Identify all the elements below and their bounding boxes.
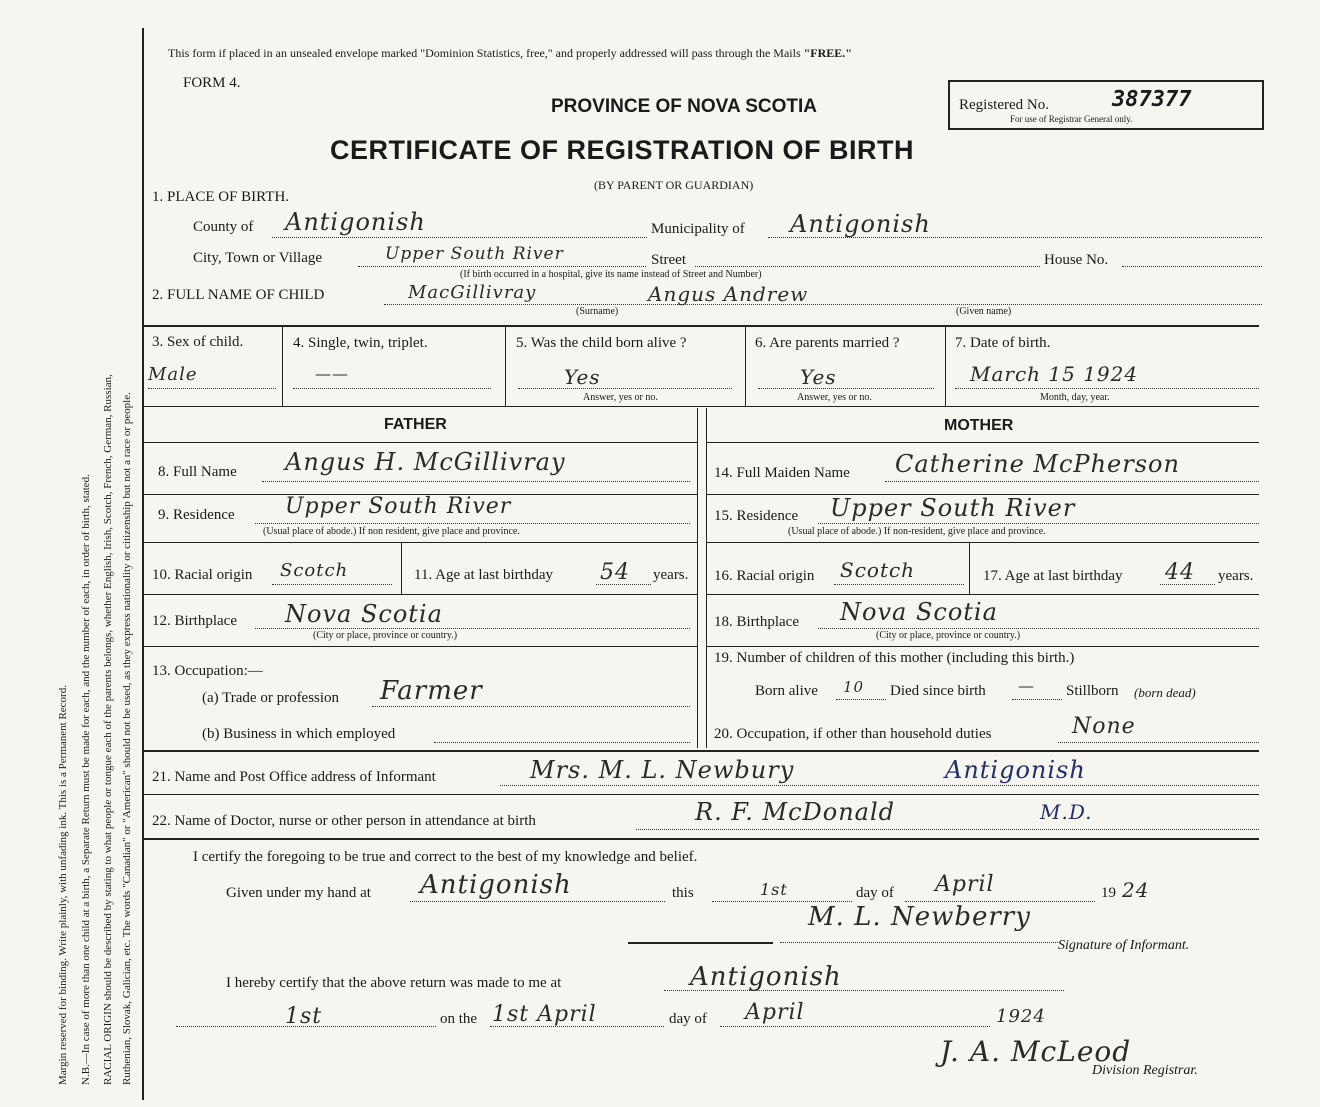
mother-row-line-3	[706, 594, 1259, 595]
registrar-month-value: April	[745, 1000, 805, 1025]
mother-residence-line	[818, 523, 1259, 524]
given-place-line	[410, 901, 665, 902]
row3-top-border	[143, 325, 1259, 327]
municipality-value: Antigonish	[790, 210, 931, 238]
father-row-line-3	[143, 594, 697, 595]
registrar-statement: I hereby certify that the above return was made to me at	[226, 975, 562, 991]
dob-label: 7. Date of birth.	[955, 335, 1051, 351]
certify-statement: I certify the foregoing to be true and correct to the best of my knowledge and belief.	[193, 849, 698, 865]
mother-residence-label: 15. Residence	[714, 508, 799, 524]
mother-row-line-4	[706, 646, 1259, 647]
informant-signature-dots	[780, 942, 1060, 943]
father-trade-label: (a) Trade or profession	[202, 690, 340, 706]
sex-label: 3. Sex of child.	[152, 334, 244, 350]
mother-name-label: 14. Full Maiden Name	[714, 465, 850, 481]
place-of-birth-heading: 1. PLACE OF BIRTH.	[152, 189, 290, 205]
father-birthplace-value: Nova Scotia	[285, 600, 443, 628]
child-given-name: Angus Andrew	[648, 282, 809, 306]
died-label: Died since birth	[890, 683, 986, 699]
mother-age-value: 44	[1165, 560, 1195, 585]
doctor-line	[636, 829, 1259, 830]
given-name-note: (Given name)	[956, 306, 1012, 317]
doctor-top-line	[143, 794, 1259, 795]
father-birthplace-line	[255, 628, 690, 629]
given-year-value: 24	[1122, 878, 1150, 902]
dob-value: March 15 1924	[970, 362, 1139, 386]
doctor-value: R. F. McDonald	[695, 798, 896, 826]
informant-signature-line	[628, 942, 773, 944]
child-name-label: 2. FULL NAME OF CHILD	[152, 287, 325, 303]
registrar-on-the-label: on the	[440, 1011, 478, 1027]
mother-residence-note: (Usual place of abode.) If non-resident, give place and province.	[788, 526, 1046, 537]
stillborn-label: Stillborn	[1066, 683, 1119, 699]
registrar-signature: J. A. McLeod	[940, 1035, 1132, 1068]
given-place-value: Antigonish	[420, 870, 572, 900]
mother-children-label: 19. Number of children of this mother (including this birth.)	[714, 650, 1075, 666]
given-year-prefix: 19	[1101, 885, 1116, 901]
municipality-label: Municipality of	[651, 221, 745, 237]
born-alive-line	[836, 699, 886, 700]
died-value: —	[1018, 676, 1035, 695]
born-alive-label: Born alive	[755, 683, 818, 699]
alive-value: Yes	[564, 365, 601, 389]
born-alive-value: 10	[843, 678, 865, 696]
father-birthplace-note: (City or place, province or country.)	[313, 630, 458, 641]
father-name-value: Angus H. McGillivray	[285, 448, 566, 476]
parents-header-line-right	[706, 442, 1259, 443]
registrar-left-value: 1st	[285, 1004, 323, 1029]
mail-note-text: This form if placed in an unsealed envelope marked "Dominion Statistics, free," and properly addressed will pass through the Mails	[168, 46, 804, 60]
father-racial-divider	[401, 543, 402, 594]
mail-note	[168, 46, 852, 61]
registrar-month-line	[720, 1026, 990, 1027]
mother-racial-divider	[969, 543, 970, 594]
married-answer-note: Answer, yes or no.	[797, 392, 872, 403]
child-surname: MacGillivray	[408, 282, 537, 303]
parents-header-line-left	[143, 442, 697, 443]
given-this-label: this	[672, 885, 694, 901]
father-age-unit: years.	[653, 567, 689, 583]
row3-bottom-border	[143, 406, 1259, 407]
dob-line	[955, 388, 1259, 389]
mother-age-label: 17. Age at last birthday	[983, 568, 1123, 584]
given-label: Given under my hand at	[226, 885, 371, 901]
father-racial-value: Scotch	[280, 560, 349, 581]
informant-label: 21. Name and Post Office address of Informant	[152, 769, 436, 785]
margin-border	[142, 28, 144, 1100]
mother-name-line	[885, 481, 1259, 482]
mother-racial-value: Scotch	[840, 558, 916, 582]
certificate-subtitle: (BY PARENT OR GUARDIAN)	[594, 178, 754, 192]
father-birthplace-label: 12. Birthplace	[152, 613, 237, 629]
registered-box	[948, 80, 1264, 130]
city-value: Upper South River	[385, 244, 564, 264]
street-line	[695, 266, 1040, 267]
parents-center-line-b	[706, 408, 707, 748]
father-trade-value: Farmer	[380, 676, 483, 706]
surname-note: (Surname)	[576, 306, 619, 317]
informant-signature-label: Signature of Informant.	[1058, 938, 1190, 953]
mother-racial-label: 16. Racial origin	[714, 568, 815, 584]
married-line	[758, 388, 934, 389]
margin-note-binding: Margin reserved for binding. Write plainly, with unfading ink. This is a Permanent Record.	[57, 685, 69, 1085]
certificate-title: CERTIFICATE OF REGISTRATION OF BIRTH	[330, 135, 914, 165]
informant-line	[500, 785, 1259, 786]
given-day-of-label: day of	[856, 885, 894, 901]
died-line	[1012, 699, 1062, 700]
father-business-line	[434, 742, 690, 743]
doctor-suffix: M.D.	[1040, 800, 1093, 824]
mother-heading: MOTHER	[944, 417, 1014, 434]
registrar-day-of-label: day of	[669, 1011, 707, 1027]
single-line	[293, 388, 491, 389]
informant-address: Antigonish	[945, 756, 1086, 784]
single-label: 4. Single, twin, triplet.	[293, 335, 428, 351]
child-name-line	[384, 304, 1262, 305]
father-heading: FATHER	[384, 416, 447, 433]
father-trade-line	[372, 706, 690, 707]
married-value: Yes	[800, 365, 837, 389]
doctor-bottom-line	[143, 838, 1259, 840]
city-line	[358, 266, 646, 267]
single-value: ——	[315, 364, 349, 383]
county-value: Antigonish	[285, 208, 426, 236]
registrar-year-value: 1924	[996, 1006, 1046, 1027]
alive-line	[518, 388, 732, 389]
father-row-line-4	[143, 646, 697, 647]
mother-age-unit: years.	[1218, 568, 1254, 584]
row3-divider-4	[945, 326, 946, 406]
father-occupation-label: 13. Occupation:—	[152, 663, 263, 679]
province-heading: PROVINCE OF NOVA SCOTIA	[551, 96, 818, 117]
row3-divider-3	[745, 326, 746, 406]
father-residence-line	[255, 523, 690, 524]
registrar-place-value: Antigonish	[690, 962, 842, 992]
given-day-value: 1st	[760, 880, 788, 899]
father-business-label: (b) Business in which employed	[202, 726, 396, 742]
doctor-label: 22. Name of Doctor, nurse or other person in attendance at birth	[152, 813, 536, 829]
father-age-label: 11. Age at last birthday	[414, 567, 553, 583]
father-racial-label: 10. Racial origin	[152, 567, 253, 583]
mother-racial-line	[834, 584, 964, 585]
mother-name-value: Catherine McPherson	[895, 450, 1180, 478]
house-label: House No.	[1044, 252, 1109, 268]
registered-label: Registered No.	[959, 97, 1049, 113]
registrar-title: Division Registrar.	[1092, 1063, 1198, 1078]
stillborn-note: (born dead)	[1134, 685, 1196, 700]
mother-row-line-2	[706, 542, 1259, 543]
informant-signature: M. L. Newberry	[808, 902, 1031, 932]
mother-occupation-value: None	[1072, 714, 1136, 739]
mother-occupation-label: 20. Occupation, if other than household duties	[714, 726, 992, 742]
house-line	[1122, 266, 1262, 267]
informant-name: Mrs. M. L. Newbury	[530, 756, 795, 784]
father-residence-label: 9. Residence	[158, 507, 235, 523]
margin-note-multiple-births: N.B.—In case of more than one child at a birth, a Separate Return must be made for each, and the number of each, in order of birth, stated.	[80, 474, 92, 1085]
mother-birthplace-line	[818, 628, 1259, 629]
county-line	[272, 237, 647, 238]
mother-birthplace-label: 18. Birthplace	[714, 614, 799, 630]
form-number: FORM 4.	[183, 75, 241, 91]
sex-value: Male	[148, 364, 198, 385]
father-residence-value: Upper South River	[285, 494, 512, 519]
father-age-value: 54	[600, 560, 630, 585]
alive-answer-note: Answer, yes or no.	[583, 392, 658, 403]
parents-center-line-a	[697, 408, 698, 748]
sex-line	[148, 388, 276, 389]
mother-residence-value: Upper South River	[830, 494, 1076, 522]
alive-label: 5. Was the child born alive ?	[516, 335, 687, 351]
registrar-on-value: 1st April	[492, 1002, 597, 1027]
father-racial-line	[272, 584, 392, 585]
father-name-line	[262, 481, 690, 482]
married-label: 6. Are parents married ?	[755, 335, 900, 351]
mother-birthplace-note: (City or place, province or country.)	[876, 630, 1021, 641]
father-name-label: 8. Full Name	[158, 464, 237, 480]
street-label: Street	[651, 252, 686, 268]
row3-divider-2	[505, 326, 506, 406]
mother-occupation-line	[1058, 742, 1259, 743]
hospital-note: (If birth occurred in a hospital, give its name instead of Street and Number)	[460, 269, 762, 280]
row3-divider-1	[282, 326, 283, 406]
father-row-line-2	[143, 542, 697, 543]
margin-note-racial-origin-cont: Ruthenian, Slovak, Galician, etc. The words "Canadian" or "American" should not be used, as they express nationality or citizenship but not a race or people.	[121, 392, 133, 1085]
father-residence-note: (Usual place of abode.) If non resident, give place and province.	[263, 526, 520, 537]
given-month-value: April	[935, 872, 995, 897]
registered-number: 387377	[1112, 87, 1192, 112]
dob-note: Month, day, year.	[1040, 392, 1110, 403]
margin-note-racial-origin: RACIAL ORIGIN should be described by stating to what people or tongue each of the parents belongs, whether English, Irish, Scotch, French, German, Russian,	[102, 374, 114, 1085]
informant-top-line	[143, 750, 1259, 752]
county-label: County of	[193, 219, 254, 235]
registered-note: For use of Registrar General only.	[1010, 114, 1133, 124]
city-label: City, Town or Village	[193, 250, 323, 266]
mother-birthplace-value: Nova Scotia	[840, 598, 998, 626]
mail-note-free: "FREE."	[803, 46, 852, 60]
